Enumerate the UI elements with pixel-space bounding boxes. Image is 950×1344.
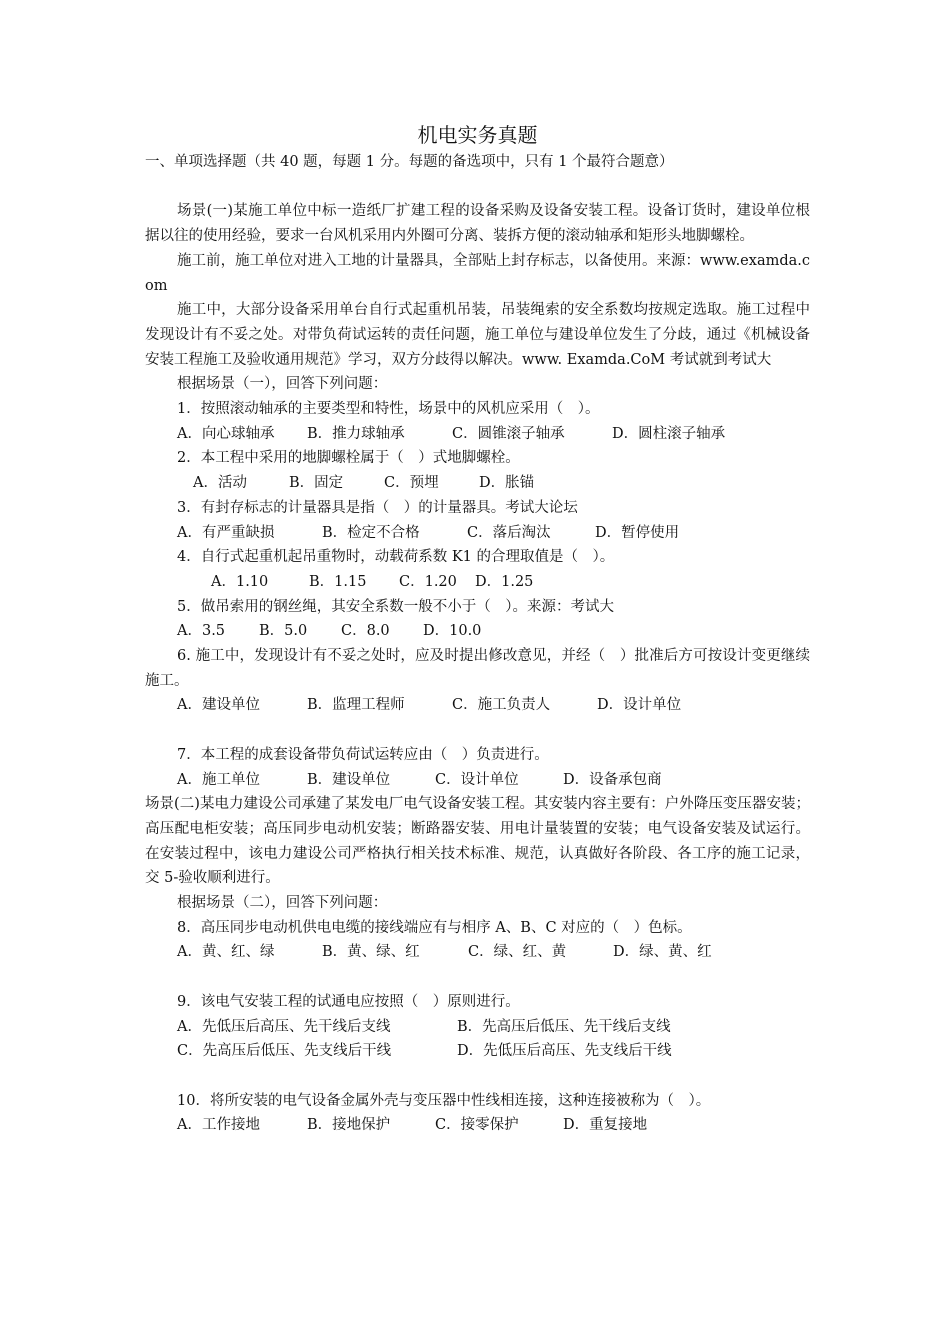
option-c: C．接零保护 — [435, 1117, 519, 1134]
spacer — [145, 1064, 810, 1089]
option-c: C．落后淘汰 — [467, 524, 551, 541]
option-a: A．先低压后高压、先干线后支线 — [177, 1018, 391, 1035]
option-c: C．预埋 — [384, 475, 439, 492]
option-d: D．圆柱滚子轴承 — [612, 425, 726, 442]
option-b: B．固定 — [289, 475, 344, 492]
scene2-prompt: 根据场景（二），回答下列问题： — [177, 895, 388, 912]
question-10-options — [145, 1113, 810, 1138]
option-b: B．5.0 — [259, 623, 308, 640]
option-c: C．设计单位 — [435, 771, 519, 788]
question-3: 3．有封存标志的计量器具是指（ ）的计量器具。考试大论坛 — [177, 499, 578, 516]
option-c: C．施工负责人 — [452, 697, 551, 714]
option-a: A．向心球轴承 — [177, 425, 275, 442]
option-d: D．暂停使用 — [595, 524, 680, 541]
option-b: B．黄、绿、红 — [322, 944, 420, 961]
option-a: A．黄、红、绿 — [177, 944, 275, 961]
option-d: D．设备承包商 — [563, 771, 662, 788]
option-d: D．10.0 — [423, 623, 482, 640]
question-5-options — [145, 619, 810, 644]
option-d: D．重复接地 — [563, 1117, 648, 1134]
question-2-options — [145, 471, 810, 496]
question-9: 9．该电气安装工程的试通电应按照（ ）原则进行。 — [177, 993, 520, 1010]
scene1-paragraph-3: 施工中，大部分设备采用单台自行式起重机吊装，吊装绳索的安全系数均按规定选取。施工过程中发现设计有不妥之处。对带负荷试运转的责任问题，施工单位与建设单位发生了分歧，通过《机械设备安装工程施工及验收通用规范》学习，双方分歧得以解决。www. Examda.CoM 考试就到考试大 — [145, 302, 810, 368]
document-page — [145, 120, 810, 1138]
spacer — [145, 175, 810, 200]
option-b: B．先高压后低压、先干线后支线 — [457, 1018, 671, 1035]
option-b: B．检定不合格 — [322, 524, 420, 541]
question-8: 8．高压同步电动机供电电缆的接线端应有与相序 A、B、C 对应的（ ）色标。 — [177, 919, 692, 936]
question-10: 10．将所安装的电气设备金属外壳与变压器中性线相连接，这种连接被称为（ ）。 — [177, 1092, 711, 1109]
document-title: 机电实务真题 — [417, 123, 538, 147]
scene1-prompt: 根据场景（一），回答下列问题： — [177, 376, 388, 393]
scene1-paragraph-2: 施工前，施工单位对进入工地的计量器具，全部贴上封存标志，以备使用。来源：www.examda.com — [145, 252, 810, 294]
scene2-paragraph: 场景(二)某电力建设公司承建了某发电厂电气设备安装工程。其安装内容主要有：户外降压变压器安装；高压配电柜安装；高压同步电动机安装；断路器安装、用电计量装置的安装；电气设备安装及试运行。在安装过程中，该电力建设公司严格执行相关技术标准、规范，认真做好各阶段、各工序的施工记录，交 5-验收顺利进行。 — [145, 796, 810, 887]
section-header: 一、单项选择题（共 40 题，每题 1 分。每题的备选项中，只有 1 个最符合题意） — [145, 154, 674, 170]
option-d: D．绿、黄、红 — [613, 944, 712, 961]
question-3-options — [145, 521, 810, 546]
option-a: A．活动 — [193, 475, 247, 492]
question-5: 5．做吊索用的钢丝绳，其安全系数一般不小于（ ）。来源：考试大 — [177, 598, 614, 615]
question-6-options — [145, 693, 810, 718]
option-d: D．胀锚 — [479, 475, 535, 492]
option-a: A．有严重缺损 — [177, 524, 275, 541]
question-9-options-cd — [145, 1039, 810, 1064]
question-7: 7．本工程的成套设备带负荷试运转应由（ ）负责进行。 — [177, 746, 549, 763]
option-a: A．工作接地 — [177, 1117, 260, 1134]
question-1: 1．按照滚动轴承的主要类型和特性，场景中的风机应采用（ ）。 — [177, 401, 600, 418]
option-b: B．推力球轴承 — [307, 425, 405, 442]
option-d: D．设计单位 — [597, 697, 682, 714]
option-a: A．施工单位 — [177, 771, 260, 788]
option-b: B．监理工程师 — [307, 697, 405, 714]
question-6: 6. 施工中，发现设计有不妥之处时，应及时提出修改意见，并经（ ）批准后方可按设计变更继续施工。 — [145, 648, 810, 689]
option-d: D．1.25 — [475, 573, 534, 590]
question-4-options — [145, 570, 810, 595]
spacer — [145, 965, 810, 990]
question-1-options — [145, 422, 810, 447]
option-d: D．先低压后高压、先支线后干线 — [457, 1043, 672, 1060]
option-c: C．圆锥滚子轴承 — [452, 425, 565, 442]
option-c: C．8.0 — [341, 623, 390, 640]
question-2: 2．本工程中采用的地脚螺栓属于（ ）式地脚螺栓。 — [177, 450, 520, 467]
option-b: B．1.15 — [309, 573, 367, 590]
question-8-options — [145, 940, 810, 965]
option-c: C．绿、红、黄 — [468, 944, 567, 961]
question-7-options — [145, 768, 810, 793]
option-b: B．接地保护 — [307, 1117, 391, 1134]
scene1-paragraph-1: 场景(一)某施工单位中标一造纸厂扩建工程的设备采购及设备安装工程。设备订货时，建设单位根据以往的使用经验，要求一台风机采用内外圈可分离、装拆方便的滚动轴承和矩形头地脚螺栓。 — [145, 203, 810, 245]
question-4: 4．自行式起重机起吊重物时，动载荷系数 K1 的合理取值是（ ）。 — [177, 549, 615, 566]
option-c: C．1.20 — [399, 573, 457, 590]
option-b: B．建设单位 — [307, 771, 391, 788]
option-a: A．建设单位 — [177, 697, 260, 714]
spacer — [145, 718, 810, 743]
option-a: A．1.10 — [211, 573, 269, 590]
option-a: A．3.5 — [177, 623, 226, 640]
question-9-options-ab — [145, 1015, 810, 1040]
option-c: C．先高压后低压、先支线后干线 — [177, 1043, 392, 1060]
